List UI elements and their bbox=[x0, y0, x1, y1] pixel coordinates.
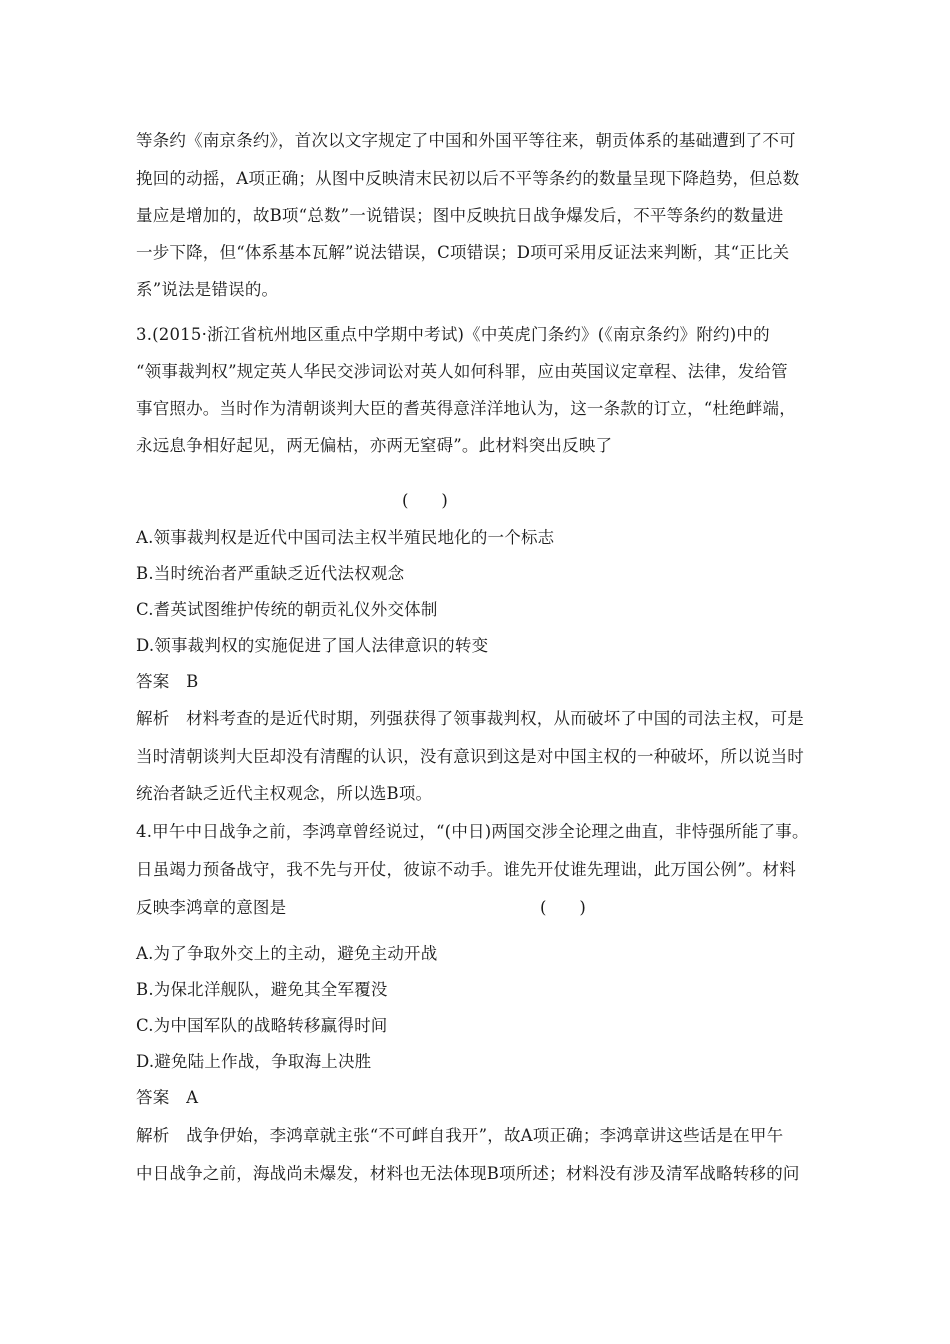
prev-analysis-line-4: 一步下降，但“体系基本瓦解”说法错误，C项错误；D项可采用反证法来判断，其“正比关 bbox=[136, 243, 790, 262]
q4-option-b: B.为保北洋舰队，避免其全军覆没 bbox=[136, 980, 388, 999]
prev-analysis-line-1: 等条约《南京条约》，首次以文字规定了中国和外国平等往来，朝贡体系的基础遭到了不可 bbox=[136, 131, 796, 150]
q4-answer: 答案 A bbox=[136, 1088, 199, 1107]
q3-option-a: A.领事裁判权是近代中国司法主权半殖民地化的一个标志 bbox=[136, 528, 555, 547]
q4-option-a: A.为了争取外交上的主动，避免主动开战 bbox=[136, 944, 438, 963]
q3-analysis-line-1: 解析 材料考查的是近代时期，列强获得了领事裁判权，从而破坏了中国的司法主权，可是 bbox=[136, 709, 804, 728]
q3-option-b: B.当时统治者严重缺乏近代法权观念 bbox=[136, 564, 405, 583]
prev-analysis-line-3: 量应是增加的，故B项“总数”一说错误；图中反映抗日战争爆发后，不平等条约的数量进 bbox=[136, 206, 784, 225]
q4-stem-line-2: 日虽竭力预备战守，我不先与开仗，彼谅不动手。谁先开仗谁先理诎，此万国公例”。材料 bbox=[136, 860, 796, 879]
q3-analysis-line-3: 统治者缺乏近代主权观念，所以选B项。 bbox=[136, 784, 433, 803]
prev-analysis-line-5: 系”说法是错误的。 bbox=[136, 280, 279, 299]
q3-stem-line-3: 事官照办。当时作为清朝谈判大臣的耆英得意洋洋地认为，这一条款的订立，“杜绝衅端， bbox=[136, 399, 796, 418]
q3-option-c: C.耆英试图维护传统的朝贡礼仪外交体制 bbox=[136, 600, 438, 619]
q4-option-c: C.为中国军队的战略转移赢得时间 bbox=[136, 1016, 388, 1035]
prev-analysis-line-2: 挽回的动摇，A项正确；从图中反映清末民初以后不平等条约的数量呈现下降趋势，但总数 bbox=[136, 169, 800, 188]
q3-answer-blank: ( ) bbox=[402, 491, 448, 510]
q4-stem-line-3: 反映李鸿章的意图是 bbox=[136, 898, 287, 917]
q3-stem-line-2: “领事裁判权”规定英人华民交涉词讼对英人如何科罪，应由英国议定章程、法律，发给管 bbox=[136, 362, 788, 381]
q4-option-d: D.避免陆上作战，争取海上决胜 bbox=[136, 1052, 372, 1071]
q4-analysis-line-1: 解析 战争伊始，李鸿章就主张“不可衅自我开”，故A项正确；李鸿章讲这些话是在甲午 bbox=[136, 1126, 784, 1145]
q3-analysis-line-2: 当时清朝谈判大臣却没有清醒的认识，没有意识到这是对中国主权的一种破坏，所以说当时 bbox=[136, 747, 804, 766]
q3-stem-line-1: 3.(2015·浙江省杭州地区重点中学期中考试)《中英虎门条约》(《南京条约》附约)中的 bbox=[136, 325, 770, 344]
q4-answer-blank: ( ) bbox=[540, 898, 586, 917]
q3-option-d: D.领事裁判权的实施促进了国人法律意识的转变 bbox=[136, 636, 489, 655]
q3-stem-line-4: 永远息争相好起见，两无偏枯，亦两无窒碍”。此材料突出反映了 bbox=[136, 436, 613, 455]
q3-answer: 答案 B bbox=[136, 672, 199, 691]
q4-stem-line-1: 4.甲午中日战争之前，李鸿章曾经说过，“(中日)两国交涉全论理之曲直，非恃强所能了事。 bbox=[136, 822, 809, 841]
q4-analysis-line-2: 中日战争之前，海战尚未爆发，材料也无法体现B项所述；材料没有涉及清军战略转移的问 bbox=[136, 1164, 800, 1183]
